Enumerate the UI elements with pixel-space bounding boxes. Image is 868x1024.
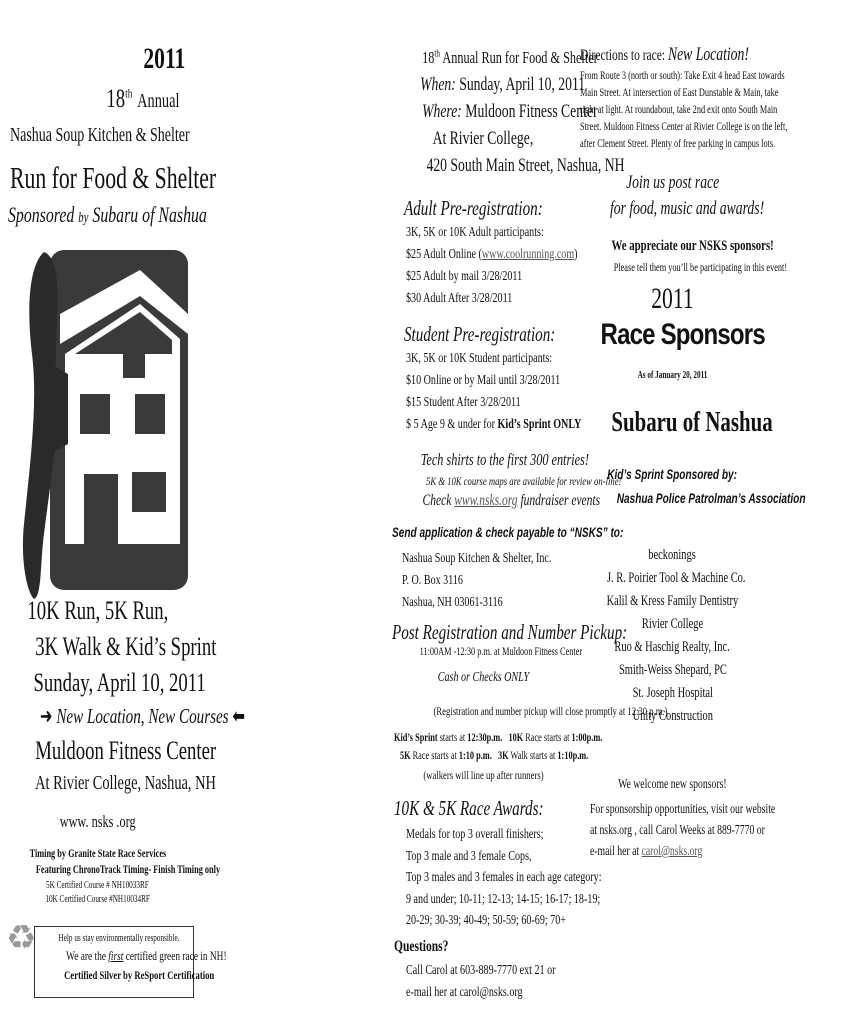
tech-shirts: Tech shirts to the first 300 entries!	[420, 450, 589, 469]
timing-line1: Timing by Granite State Race Services	[29, 848, 166, 860]
sponsor-list	[580, 544, 765, 728]
races-line2: 3K Walk & Kid’s Sprint	[35, 632, 217, 661]
cert-5k: 5K Certified Course # NH10033RF	[46, 880, 149, 891]
directions-heading: Directions to race: New Location!	[580, 44, 749, 65]
venue-name: Muldoon Fitness Center	[35, 736, 217, 765]
house-window-lower	[132, 472, 166, 512]
list-item: beckonings	[648, 547, 697, 563]
questions-heading: Questions?	[394, 938, 449, 955]
timing-line2: Featuring ChronoTrack Timing- Finish Timing only	[35, 864, 221, 876]
green-race-box: Help us stay environmentally responsible. We are the first certified green race in NH! Certified Silver by ReSport Certification	[34, 926, 194, 998]
list-item: Unity Construction	[632, 708, 713, 724]
list-item: Smith-Weiss Shepard, PC	[618, 662, 727, 678]
pickup-time: 11:00AM -12:30 p.m. at Muldoon Fitness Center	[419, 646, 583, 658]
list-item: J. R. Poirier Tool & Machine Co.	[606, 570, 746, 586]
house-window-right	[135, 394, 165, 434]
carol-email-link[interactable]: carol@nsks.org	[641, 843, 703, 858]
student-heading: Student Pre-registration:	[404, 322, 556, 346]
race-date: Sunday, April 10, 2011	[33, 668, 206, 697]
appreciate-line: We appreciate our NSKS sponsors!	[611, 238, 774, 254]
arrow-left-icon: ⬅	[232, 704, 246, 728]
contact-info: Call Carol at 603-889-7770 ext 21 or e-mail her at carol@nsks.org	[406, 963, 556, 1000]
event-title: Run for Food & Shelter	[10, 160, 217, 195]
student-list: 3K, 5K or 10K Student participants: $10 Online or by Mail until 3/28/2011 $15 Student After 3/28/2011 $ 5 Age 9 & under for Kid’s Sprint ONLY	[406, 351, 582, 432]
races-line1: 10K Run, 5K Run,	[27, 596, 169, 625]
sponsored-by-line: Sponsored by Subaru of Nashua	[8, 202, 207, 227]
house-window-attic	[123, 344, 145, 378]
list-item: Ruo & Haschig Realty, Inc.	[614, 639, 731, 655]
arrow-right-icon: ➜	[39, 704, 53, 728]
website-text[interactable]: www. nsks .org	[59, 812, 136, 831]
house-door	[84, 474, 118, 544]
awards-heading: 10K & 5K Race Awards:	[394, 796, 544, 820]
cash-only: Cash or Checks ONLY	[437, 670, 529, 685]
runner-arm	[50, 364, 68, 454]
new-location-line: ➜ New Location, New Courses ⬅	[39, 704, 246, 728]
welcome-sponsors: We welcome new sponsors!	[618, 776, 727, 791]
awards-list: Medals for top 3 overall finishers; Top 3 male and 3 female Cops, Top 3 males and 3 females in each age category: 9 and under; 10-11; 12-13; 14-15; 16-17; 18-19; 20-29; 30-39; 40-49; 50-59; 60-69; 70+	[406, 827, 602, 928]
pickup-closes: (Registration and number pickup will close promptly at 12:30 p.m.)	[433, 704, 668, 718]
join-line2: for food, music and awards!	[609, 198, 765, 219]
kids-sprint-sponsor-heading: Kid’s Sprint Sponsored by:	[607, 466, 738, 482]
sponsors-year: 2011	[651, 282, 694, 315]
police-association: Nashua Police Patrolman’s Association	[616, 490, 806, 506]
race-sponsors-heading: Race Sponsors	[600, 318, 765, 351]
venue-sub: At Rivier College, Nashua, NH	[35, 772, 216, 794]
where-line2: At Rivier College,	[432, 128, 534, 149]
start-times-line1: Kid’s Sprint starts at 12:30p.m. 10K Race starts at 1:00p.m.	[394, 732, 603, 744]
recycle-icon: ♻	[6, 920, 37, 957]
sponsorship-opportunities: For sponsorship opportunities, visit our website at nsks.org , call Carol Weeks at 889-7770 or e-mail her at carol@nsks.org	[590, 801, 776, 858]
middle-title: 18th Annual Run for Food & Shelter	[422, 48, 598, 67]
nsks-link[interactable]: www.nsks.org	[454, 492, 518, 509]
directions-text: From Route 3 (north or south): Take Exit 4 head East towards Main Street. At intersection of East Dunstable & Main, take right at light. At roundabout, take 2nd exit onto South Main Street. Muldoon Fitness Center at Rivier College is on the left, after Clement Street. Plenty of free parking in campus lots.	[580, 70, 788, 150]
annual-heading: 18th Annual	[106, 84, 180, 113]
course-maps: 5K & 10K course maps are available for review on-line!	[425, 474, 622, 488]
where-line: Where: Muldoon Fitness Center	[422, 101, 598, 122]
list-item: Kalil & Kress Family Dentistry	[606, 593, 739, 609]
cert-10k: 10K Certified Course #NH10034RF	[45, 894, 150, 905]
as-of-date: As of January 20, 2011	[637, 370, 708, 381]
list-item: St. Joseph Hospital	[632, 685, 713, 701]
check-line: Check www.nsks.org fundraiser events	[422, 492, 601, 509]
coolrunning-link[interactable]: www.coolrunning.com	[481, 247, 575, 262]
year-heading: 2011	[142, 42, 185, 75]
tell-line: Please tell them you’ll be participating in this event!	[613, 262, 788, 274]
adult-list: 3K, 5K or 10K Adult participants: $25 Adult Online (www.coolrunning.com) $25 Adult by mail 3/28/2011 $30 Adult After 3/28/2011	[406, 225, 578, 306]
walkers-note: (walkers will line up after runners)	[422, 768, 544, 782]
post-registration-heading: Post Registration and Number Pickup:	[392, 620, 628, 644]
when-line: When: Sunday, April 10, 2011	[420, 74, 586, 95]
send-heading: Send application & check payable to “NSKS” to:	[392, 524, 624, 540]
list-item: Rivier College	[641, 616, 704, 632]
where-line3: 420 South Main Street, Nashua, NH	[426, 155, 625, 176]
subaru-sponsor: Subaru of Nashua	[611, 406, 773, 438]
org-name: Nashua Soup Kitchen & Shelter	[10, 124, 190, 146]
runner-house-logo	[20, 244, 190, 606]
join-line1: Join us post race	[625, 172, 720, 193]
start-times-line2: 5K Race starts at 1:10 p.m. 3K Walk starts at 1:10p.m.	[400, 750, 589, 762]
adult-heading: Adult Pre-registration:	[404, 196, 543, 220]
house-window-left	[80, 394, 110, 434]
mailing-address: Nashua Soup Kitchen & Shelter, Inc. P. O. Box 3116 Nashua, NH 03061-3116	[402, 551, 552, 610]
